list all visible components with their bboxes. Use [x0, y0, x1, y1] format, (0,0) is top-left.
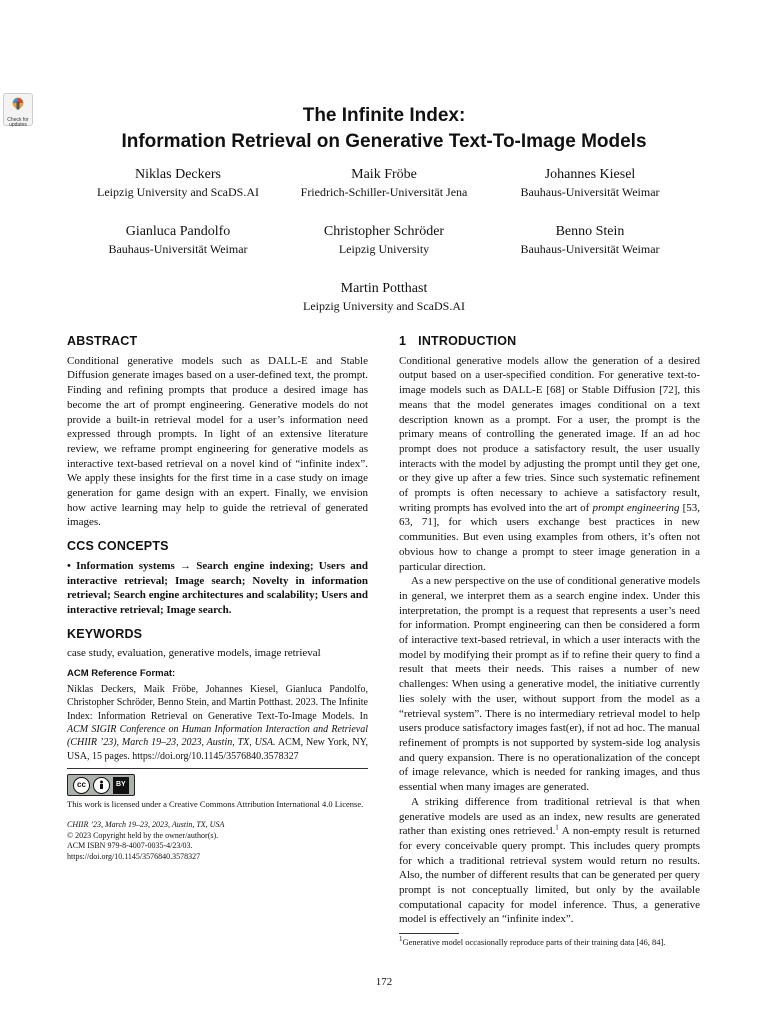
- introduction-heading: [399, 334, 700, 349]
- isbn-line: ACM ISBN 979-8-4007-0035-4/23/03.: [67, 841, 193, 851]
- author-affiliation: Friedrich-Schiller-Universität Jena: [300, 185, 468, 199]
- footnote-text: Generative model occasionally reproduce parts of their training data [46, 84].: [402, 937, 666, 948]
- intro-p1-emphasis: prompt engineering: [592, 501, 680, 514]
- author-block: [274, 223, 494, 257]
- reference-authors: Niklas Deckers, Maik Fröbe, Johannes Kiesel, Gianluca Pandolfo, Christopher Schröder, Benno Stein, and Martin Potthast. 2023. The Infinite Index: Information Retrieval on Generative Text-To-Image Models. In: [67, 683, 368, 722]
- author-block: [274, 280, 494, 314]
- author-name: Benno Stein: [555, 224, 625, 239]
- abstract-heading: ABSTRACT: [67, 334, 138, 348]
- intro-p3-text-b: A non-empty result is returned for every conceivable query prompt. This includes query prompts for which a traditional retrieval system would return no results. Also, the number of different results that can be generated per query prompt is not conceptually limited, but only by the available computational capacity for model inference. Thus, a generative model is effectively an “infinite index”.: [399, 825, 700, 926]
- check-for-updates-label: Check for updates: [7, 117, 29, 128]
- paper-title-line-1: The Infinite Index:: [302, 105, 466, 126]
- left-column: [67, 334, 368, 862]
- author-block: [480, 223, 700, 257]
- author-name: Maik Fröbe: [351, 167, 417, 182]
- author-affiliation: Bauhaus-Universität Weimar: [520, 185, 660, 199]
- keywords-text: case study, evaluation, generative models, image retrieval: [67, 647, 321, 660]
- footnote-mark: 1: [399, 935, 403, 944]
- ccs-text: • Information systems → Search engine indexing; Users and interactive retrieval; Image search; Novelty in information retrieval; Search engine architectures and scalability; Users and interactive retrieval; Image search.: [67, 559, 368, 616]
- reference-format-text: [67, 683, 368, 763]
- author-block: [68, 166, 288, 200]
- author-affiliation: Bauhaus-Universität Weimar: [108, 242, 248, 256]
- section-number: 1: [399, 334, 407, 348]
- attribution-person-icon: [93, 777, 110, 794]
- footnote-ref[interactable]: 1: [555, 823, 559, 832]
- abstract-text: Conditional generative models such as DALL-E and Stable Diffusion generate images based on a user-defined text, the prompt. Finding and refining prompts that produce a desired image has become the art of prompt engineering. Generative models do not provide a built-in retrieval model for a user’s information need expressed through prompts. In light of an extensive literature review, we reframe prompt engineering for generative models as interactive text-based retrieval on a novel kind of “infinite index”. We apply these insights for the first time in a case study on image generation for game design with an expert. Finally, we envision how active learning may help to guide the retrieval of generated images.: [67, 354, 368, 529]
- page-number: 172: [375, 976, 393, 988]
- author-affiliation: Leipzig University and ScaDS.AI: [303, 299, 465, 313]
- author-name: Gianluca Pandolfo: [125, 224, 231, 239]
- section-title: INTRODUCTION: [418, 334, 517, 348]
- right-column: [399, 334, 700, 948]
- by-label: BY: [113, 777, 129, 794]
- author-affiliation: Bauhaus-Universität Weimar: [520, 242, 660, 256]
- paper-title-line-2: Information Retrieval on Generative Text-To-Image Models: [121, 131, 647, 152]
- cc-by-license-logo[interactable]: [67, 774, 135, 796]
- intro-p1-text-b: [53, 63, 71], for which users exchange best practices in new communities. But even using examples from others, it’s often not obvious how to change a prompt to steer image generation in a particular direction.: [399, 501, 700, 573]
- footnote: [399, 937, 700, 948]
- author-name: Niklas Deckers: [135, 167, 221, 182]
- footnote-divider: [399, 933, 459, 934]
- cc-icon: cc: [73, 777, 90, 794]
- doi-link[interactable]: https://doi.org/10.1145/3576840.3578327: [67, 851, 201, 861]
- reference-rest: ACM, New York, NY, USA, 15 pages. https://doi.org/10.1145/3576840.3578327: [67, 737, 368, 762]
- divider: [67, 768, 368, 769]
- ccs-heading: CCS CONCEPTS: [67, 539, 169, 554]
- author-affiliation: Leipzig University: [338, 242, 430, 256]
- intro-p3-text-a: A striking difference from traditional retrieval is that when generative models are used as an index, new results are generated rather than existing ones retrieved.: [399, 795, 700, 838]
- copyright-line: © 2023 Copyright held by the owner/author(s).: [67, 830, 219, 840]
- author-name: Christopher Schröder: [323, 224, 445, 239]
- author-name: Johannes Kiesel: [544, 167, 636, 182]
- author-block: [480, 166, 700, 200]
- reference-format-heading: ACM Reference Format:: [67, 668, 176, 680]
- author-affiliation: Leipzig University and ScaDS.AI: [97, 185, 259, 199]
- intro-p1-text-a: Conditional generative models allow the generation of a desired output based on a user-specified condition. For generative text-to-image models such as DALL-E [68] or Stable Diffusion [72], this means that the model generates images conditional on a text description known as a prompt. For a user, the prompt is the primary means of controlling the generated image. If an ad hoc prompt does not produce a satisfactory result, the user usually interacts with the model by adjusting the prompt until they get one, or they give up after a few tries. Since such systematic refinement of prompts is often necessary to achieve a satisfactory result, writing prompts has evolved into the art of: [399, 354, 700, 514]
- publication-meta: [67, 820, 368, 862]
- keywords-heading: KEYWORDS: [67, 626, 143, 641]
- author-block: [274, 166, 494, 200]
- conference-line: CHIIR ’23, March 19–23, 2023, Austin, TX, USA: [67, 820, 225, 830]
- author-block: [68, 223, 288, 257]
- license-text: This work is licensed under a Creative Commons Attribution International 4.0 License.: [67, 799, 364, 810]
- author-name: Martin Potthast: [340, 281, 428, 296]
- intro-paragraph-1: [399, 354, 700, 575]
- intro-paragraph-2: As a new perspective on the use of conditional generative models in general, we interpret them as a search engine index. Under this interpretation, the prompt is a request that represents a user’s need for information. Prompt engineering can then be considered a form of interactive text-based retrieval, in which a user interacts with the model by modifying their prompt as if to refine their query to find a result that meets their needs. This raises a number of new challenges: When using a generative model, the initiative currently lies solely with the user, without support from the model as a “retrieval system”. There is no intermediary retrieval model to help users produce satisfactory images fast(er), if not ad hoc. The manual refinement of prompts is not supported by system-side log analysis and query expansion. There is no operationalization of the concept of image relevance, which is needed for ranking images, and thus essential when many images are generated.: [399, 575, 700, 794]
- intro-paragraph-3: [399, 795, 700, 927]
- reference-venue: ACM SIGIR Conference on Human Information Interaction and Retrieval (CHIIR ’23), March 19–23, 2023, Austin, TX, USA.: [67, 723, 368, 749]
